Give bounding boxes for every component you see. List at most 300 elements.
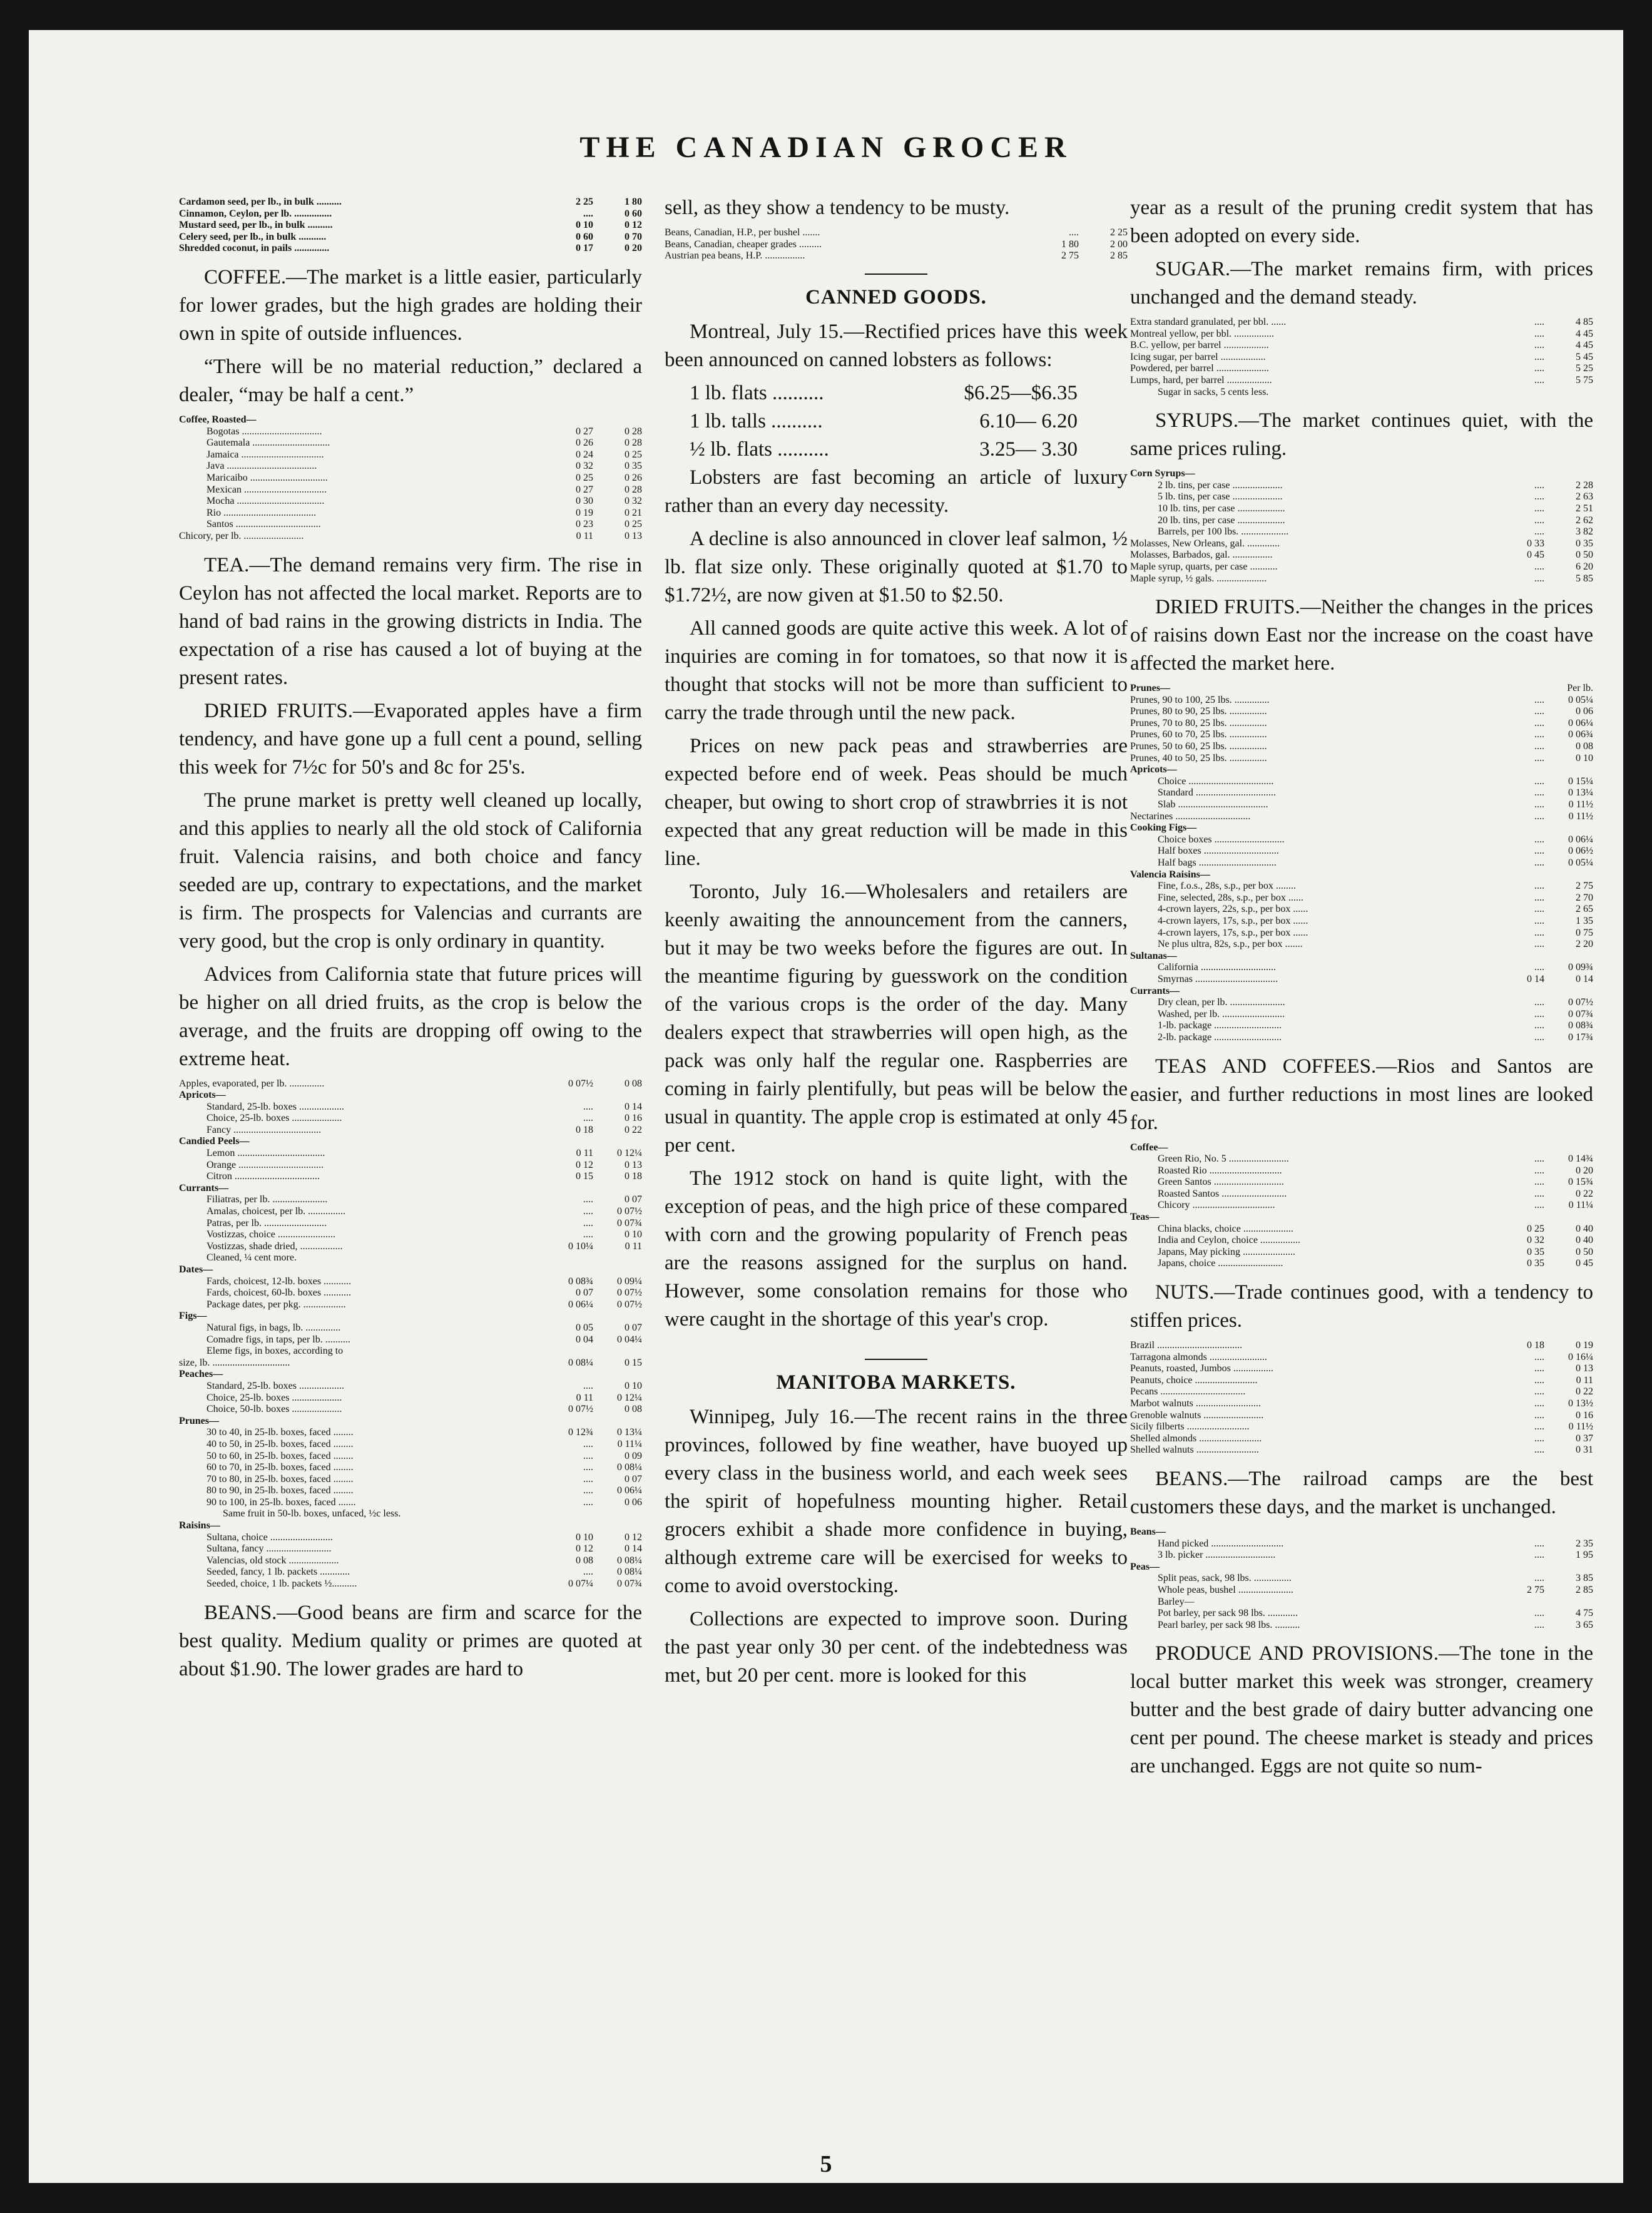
price-row	[179, 1485, 642, 1497]
price-row	[179, 496, 642, 508]
item-label: Valencia Raisins—	[1130, 869, 1210, 880]
price-value: ....	[583, 1217, 593, 1229]
price-value: ....	[1534, 479, 1544, 491]
price-value: 2 65	[1576, 904, 1593, 915]
price-row	[179, 508, 642, 519]
price-row	[1130, 881, 1593, 892]
price-value	[544, 1136, 593, 1148]
price-row	[1130, 1597, 1593, 1608]
price-row	[1130, 1212, 1593, 1224]
price-value: 0 07½	[617, 1206, 642, 1217]
item-label: Choice ..................................	[1158, 775, 1274, 787]
item-label: Fards, choicest, 60-lb. boxes ...........	[206, 1287, 352, 1299]
price-value: 0 09¾	[1568, 962, 1593, 973]
item-label: 90 to 100, in 25-lb. boxes, faced .......	[206, 1496, 356, 1508]
price-row	[1130, 939, 1593, 951]
item-label: Sicily filberts .........................	[1130, 1421, 1250, 1433]
price-value	[544, 1264, 593, 1276]
price-value: 0 08¾	[568, 1275, 593, 1287]
item-label: Fine, selected, 28s, s.p., per box ......	[1158, 892, 1303, 903]
price-row	[1130, 1165, 1593, 1177]
item-label: Shelled almonds .........................	[1130, 1433, 1262, 1444]
item-label: California ..............................	[1158, 962, 1276, 973]
price-row	[1130, 974, 1593, 986]
price-value: 0 12¾	[568, 1427, 593, 1438]
item-label: Sugar in sacks, 5 cents less.	[1158, 386, 1269, 397]
item-label: Jamaica .................................	[206, 449, 324, 460]
price-row	[1130, 375, 1593, 387]
price-value: 0 20	[1576, 1165, 1593, 1176]
price-value	[593, 1136, 642, 1148]
price-value: 0 12¼	[617, 1148, 642, 1159]
price-value: ....	[1534, 799, 1544, 810]
price-row	[1130, 491, 1593, 503]
price-value: 0 07½	[1568, 997, 1593, 1008]
price-value: ....	[1534, 1386, 1544, 1398]
price-row	[179, 1566, 642, 1578]
price-value: ....	[1534, 962, 1544, 973]
price-value	[1496, 1212, 1544, 1224]
price-row	[1130, 753, 1593, 765]
price-value: 5 25	[1576, 363, 1593, 374]
item-label: Tarragona almonds .......................	[1130, 1351, 1267, 1362]
item-label: 80 to 90, in 25-lb. boxes, faced ........	[206, 1485, 354, 1496]
price-value: 1 35	[1576, 915, 1593, 926]
price-value: 5 85	[1576, 573, 1593, 584]
spices-price-table	[179, 197, 642, 255]
price-row	[1130, 857, 1593, 869]
price-row	[665, 250, 1128, 262]
item-label: Same fruit in 50-lb. boxes, unfaced, ½c less.	[223, 1508, 401, 1520]
beans-paragraph: BEANS.—Good beans are firm and scarce for the best quality. Medium quality or primes are quoted at about $1.90. The lower grades are hard to	[179, 1601, 642, 1680]
item-label: Coffee, Roasted—	[179, 414, 257, 425]
price-row	[179, 1416, 642, 1428]
price-value: 0 13	[625, 1159, 642, 1170]
price-value	[593, 1346, 642, 1357]
item-label: Apples, evaporated, per lb. ..............	[179, 1078, 325, 1089]
price-value: 0 10	[1576, 752, 1593, 764]
price-row	[179, 1241, 642, 1253]
prune-market-paragraph: The prune market is pretty well cleaned up locally, and this applies to nearly all the old stock of California fruit. Valencia raisins, and both choice and fancy seeded are up, contrary to expectations, and the market is firm. The prospects for Valencias and currants are very good, but the crop is only ordinary in quantity.	[179, 789, 642, 953]
item-label: Fards, choicest, 12-lb. boxes ...........	[206, 1275, 352, 1287]
price-value: ....	[1534, 1363, 1544, 1374]
price-value: ....	[583, 1566, 593, 1578]
price-row	[1130, 1363, 1593, 1375]
lobster-price-row	[690, 379, 1078, 407]
price-row	[1130, 997, 1593, 1009]
price-value: ....	[1534, 717, 1544, 728]
price-row	[1130, 892, 1593, 904]
syrups-price-table	[1130, 468, 1593, 585]
beans-peas-price-table	[1130, 1526, 1593, 1631]
item-label: Orange ..................................	[206, 1159, 324, 1170]
item-label: Extra standard granulated, per bbl. ......	[1130, 317, 1287, 327]
price-value: 0 04	[576, 1334, 593, 1345]
price-value: ....	[1534, 1008, 1544, 1020]
price-value: 2 62	[1576, 514, 1593, 526]
price-value: 4 85	[1576, 317, 1593, 327]
price-value: 0 06½	[1568, 846, 1593, 857]
item-label: Beans—	[1130, 1526, 1166, 1537]
section-divider	[865, 1359, 927, 1360]
price-row	[179, 1194, 642, 1206]
price-value: 0 45	[1527, 549, 1544, 561]
price-row	[179, 1125, 642, 1137]
price-value: 0 08	[625, 1404, 642, 1415]
item-label: Washed, per lb. .........................	[1158, 1008, 1285, 1020]
price-value: 0 15¼	[1568, 775, 1593, 787]
price-value	[1544, 951, 1593, 963]
item-label: Prunes, 90 to 100, 25 lbs. ..............	[1130, 694, 1270, 705]
lobster-price-row	[690, 407, 1078, 436]
price-value: 4 45	[1576, 328, 1593, 339]
price-row	[1130, 718, 1593, 730]
item-label: Package dates, per pkg. .................	[206, 1299, 346, 1310]
price-value: 0 08¼	[568, 1357, 593, 1368]
item-label: Molasses, New Orleans, gal. .............	[1130, 538, 1280, 549]
price-value: 0 13¼	[1568, 787, 1593, 799]
item-label: Candied Peels—	[179, 1136, 250, 1147]
item-label: Figs—	[179, 1311, 207, 1322]
price-row	[179, 1346, 642, 1357]
item-label: Marbot walnuts ..........................	[1130, 1398, 1261, 1409]
stock-1912-paragraph: The 1912 stock on hand is quite light, with the exception of peas, and the high price of these compared with corn and the growing popularity of French peas are the reasons assigned for the surplus on hand. However, some consolation remains for those who were caught in the shortage of this year's crop.	[665, 1167, 1128, 1331]
item-label: Seeded, choice, 1 lb. packets ½..........	[206, 1578, 357, 1590]
credit-continued-paragraph: year as a result of the pruning credit system that has been adopted on every side.	[1130, 197, 1593, 247]
item-label: 10 lb. tins, per case ...................	[1158, 503, 1285, 514]
price-row	[179, 1078, 642, 1090]
item-label: Natural figs, in bags, lb. ..............	[206, 1322, 341, 1333]
price-value: ....	[1534, 1351, 1544, 1362]
beans-price-table	[665, 227, 1128, 262]
price-value: 0 06¼	[1568, 834, 1593, 845]
price-row	[1130, 468, 1593, 480]
price-value: ....	[1534, 1550, 1544, 1561]
item-label: Peanuts, choice .........................	[1130, 1374, 1258, 1386]
teas-coffees-paragraph: TEAS AND COFFEES.—Rios and Santos are easier, and further reductions in most lines are looked for.	[1130, 1055, 1593, 1134]
price-row	[1130, 1561, 1593, 1573]
price-row	[1130, 1224, 1593, 1235]
price-value: 0 16	[1576, 1409, 1593, 1421]
price-value: ....	[583, 1194, 593, 1205]
price-value: 0 22	[1576, 1188, 1593, 1199]
price-row	[1130, 729, 1593, 741]
price-row	[179, 1252, 642, 1264]
item-label: Patras, per lb. .........................	[206, 1217, 327, 1229]
price-value: ....	[583, 1473, 593, 1485]
price-row	[1130, 480, 1593, 492]
item-label: Pot barley, per sack 98 lbs. ............	[1158, 1608, 1298, 1619]
item-label: Choice, 25-lb. boxes ....................	[206, 1113, 342, 1124]
price-row	[1130, 352, 1593, 364]
price-value: ....	[1534, 1200, 1544, 1211]
price-row	[665, 239, 1128, 251]
item-label: ½ lb. flats ..........	[690, 437, 829, 461]
item-label: Sultanas—	[1130, 950, 1177, 961]
item-label: Eleme figs, in boxes, according to	[206, 1346, 344, 1357]
price-value: 0 35	[625, 461, 642, 472]
price-value: 0 18	[625, 1171, 642, 1182]
price-value: 0 17¾	[1568, 1031, 1593, 1043]
price-value: 0 25	[1527, 1223, 1544, 1234]
price-row	[179, 1264, 642, 1276]
price-row	[1130, 1410, 1593, 1422]
price-value: 1 80	[1061, 238, 1079, 250]
item-label: 1 lb. talls ..........	[690, 409, 823, 432]
price-row	[1130, 1340, 1593, 1352]
price-row	[1130, 1188, 1593, 1200]
price-row	[1130, 741, 1593, 753]
price-value: 2 75	[1527, 1584, 1544, 1595]
price-value: ....	[1534, 526, 1544, 538]
price-value: 1 80	[625, 197, 642, 207]
price-row	[1130, 764, 1593, 776]
price-row	[1130, 340, 1593, 352]
price-value: 0 14	[625, 1101, 642, 1112]
price-value: 0 08¼	[617, 1555, 642, 1566]
price-row	[1130, 706, 1593, 718]
price-value: 0 07½	[617, 1299, 642, 1310]
item-label: Prunes, 70 to 80, 25 lbs. ...............	[1130, 717, 1267, 728]
price-row	[1130, 776, 1593, 788]
price-value: ....	[1534, 1409, 1544, 1421]
item-label: Gautemala ...............................	[206, 437, 330, 449]
item-label: Corn Syrups—	[1130, 468, 1195, 479]
price-row	[1130, 526, 1593, 538]
price-value: 0 08	[576, 1555, 593, 1566]
price-value: ....	[1534, 1165, 1544, 1176]
item-label: Maple syrup, quarts, per case ...........	[1130, 561, 1278, 572]
price-value: ....	[1534, 810, 1544, 822]
item-label: Currants—	[1130, 985, 1180, 996]
price-value: 1 95	[1576, 1550, 1593, 1561]
item-label: Barrels, per 100 lbs. ...................	[1158, 526, 1289, 538]
price-value	[544, 1090, 593, 1101]
collections-paragraph: Collections are expected to improve soon. During the past year only 30 per cent. of the indebtedness was met, but 20 per cent. more is looked for this	[665, 1607, 1128, 1687]
price-value: 0 14¾	[1568, 1153, 1593, 1165]
item-label: size, lb. ...............................	[179, 1357, 290, 1368]
price-value	[1496, 986, 1544, 998]
item-label: Mustard seed, per lb., in bulk ..........	[179, 220, 333, 231]
column-right	[1130, 194, 1593, 1786]
item-label: Standard, 25-lb. boxes ..................	[206, 1101, 344, 1112]
item-label: Cooking Figs—	[1130, 822, 1197, 834]
price-value: ....	[583, 1101, 593, 1112]
price-row	[179, 437, 642, 449]
price-value: ....	[1534, 1153, 1544, 1165]
price-value: 2 85	[1110, 250, 1128, 262]
price-value: 0 14	[1576, 973, 1593, 984]
price-value: 0 13½	[1568, 1398, 1593, 1409]
price-value: 0 11	[576, 1392, 593, 1403]
price-row	[1130, 1352, 1593, 1364]
item-label: Montreal yellow, per bbl. ................	[1130, 328, 1275, 339]
price-value: 5 75	[1576, 374, 1593, 386]
price-row	[179, 449, 642, 461]
item-label: Currants—	[179, 1182, 229, 1193]
item-label: Whole peas, bushel ......................	[1158, 1584, 1293, 1595]
beans-manitoba-paragraph: BEANS.—The railroad camps are the best customers these days, and the market is unchanged.	[1130, 1467, 1593, 1518]
price-value: 0 20	[625, 243, 642, 254]
price-value: 0 07½	[568, 1078, 593, 1089]
item-label: India and Ceylon, choice ................	[1158, 1235, 1300, 1246]
price-value	[1496, 1597, 1544, 1608]
price-value: ....	[1534, 834, 1544, 845]
price-value	[1496, 951, 1544, 963]
price-value: ....	[1534, 351, 1544, 362]
price-row	[1130, 1573, 1593, 1585]
price-row	[179, 1462, 642, 1474]
item-label: 4-crown layers, 22s, s.p., per box ......	[1158, 904, 1308, 915]
price-value: 0 07	[625, 1473, 642, 1485]
produce-paragraph: PRODUCE AND PROVISIONS.—The tone in the local butter market this week was stronger, creamery butter and the best grade of dairy butter advancing one cent per pound. The cheese market is steady and prices are unchanged. Eggs are not quite so num-	[1130, 1642, 1593, 1778]
item-label: Green Rio, No. 5 ........................	[1158, 1153, 1289, 1165]
price-value	[1544, 468, 1593, 480]
price-row	[179, 208, 642, 220]
item-label: Prunes—	[179, 1415, 219, 1426]
price-value: 0 22	[625, 1124, 642, 1135]
price-row	[179, 1090, 642, 1101]
item-label: Hand picked .............................	[1158, 1538, 1284, 1549]
price-value: ....	[1534, 374, 1544, 386]
item-label: Prunes—	[1130, 683, 1170, 694]
price-value: ....	[583, 1113, 593, 1124]
price-value	[1544, 869, 1593, 881]
price-value	[544, 1311, 593, 1322]
item-label: 2-lb. package ...........................	[1158, 1031, 1282, 1043]
item-label: Raisins—	[179, 1520, 220, 1531]
price-value: ....	[583, 1496, 593, 1508]
syrups-paragraph: SYRUPS.—The market continues quiet, with the same prices ruling.	[1130, 409, 1593, 461]
price-value: 0 15	[625, 1357, 642, 1368]
item-label: B.C. yellow, per barrel ..................	[1130, 340, 1269, 351]
price-row	[179, 519, 642, 531]
price-row	[1130, 799, 1593, 811]
price-value: ....	[1534, 1177, 1544, 1188]
price-value	[544, 1508, 593, 1520]
item-label: Sultana, fancy ..........................	[206, 1543, 332, 1555]
price-value	[1544, 822, 1593, 834]
price-value: 0 10	[576, 1531, 593, 1543]
price-value: 0 11½	[1568, 1421, 1593, 1433]
item-label: Prunes, 50 to 60, 25 lbs. ...............	[1130, 741, 1267, 752]
price-row	[1130, 503, 1593, 515]
price-value: 2 63	[1576, 491, 1593, 503]
price-value	[1496, 1561, 1544, 1573]
item-label: 1 lb. flats ..........	[690, 381, 824, 404]
item-label: Shelled walnuts .........................	[1130, 1444, 1259, 1456]
price-value: 0 26	[625, 472, 642, 483]
price-row	[1130, 1142, 1593, 1154]
price-row	[179, 473, 642, 484]
price-value: 0 27	[576, 426, 593, 437]
price-row	[1130, 1375, 1593, 1387]
item-label: Apricots—	[179, 1090, 226, 1101]
price-value: 0 04¼	[617, 1334, 642, 1345]
price-row	[179, 232, 642, 243]
item-label: 2 lb. tins, per case ....................	[1158, 479, 1283, 491]
price-row	[1130, 1200, 1593, 1212]
page-number: 5	[820, 2151, 832, 2177]
nuts-price-table	[1130, 1340, 1593, 1456]
california-advices-paragraph: Advices from California state that future prices will be higher on all dried fruits, as the crop is below the average, and the fruits are dropping off owing to the extreme heat.	[179, 963, 642, 1070]
canned-active-paragraph: All canned goods are quite active this week. A lot of inquiries are coming in for tomatoes, so that now it is thought that stocks will not be more than sufficient to carry the trade through until the new pack.	[665, 616, 1128, 724]
price-value: ....	[1534, 1188, 1544, 1199]
item-label: Teas—	[1130, 1212, 1160, 1223]
price-value: 0 14	[625, 1543, 642, 1555]
item-label: Coffee—	[1130, 1142, 1168, 1153]
price-row	[179, 1543, 642, 1555]
price-row	[179, 1136, 642, 1148]
item-label: Lemon ...................................	[206, 1148, 325, 1159]
item-label: 1-lb. package ...........................	[1158, 1020, 1282, 1031]
price-value	[593, 1183, 642, 1195]
price-row	[179, 1311, 642, 1322]
price-value	[1544, 387, 1593, 399]
price-value: ....	[1534, 904, 1544, 915]
price-value: 0 13	[1576, 1363, 1593, 1374]
item-label: Half bags ...............................	[1158, 857, 1277, 868]
price-value: 0 11¼	[617, 1438, 642, 1449]
newspaper-page	[29, 30, 1623, 2183]
item-label: Shredded coconut, in pails ..............	[179, 243, 330, 254]
price-row	[179, 1171, 642, 1183]
price-value: 2 75	[1576, 881, 1593, 892]
price-value: 0 15¾	[1568, 1177, 1593, 1188]
price-row	[179, 1439, 642, 1451]
price-value	[1496, 1142, 1544, 1154]
price-value: Per lb.	[1567, 683, 1593, 694]
price-value: 0 26	[576, 437, 593, 449]
price-row	[1130, 1585, 1593, 1597]
price-value: ....	[1534, 491, 1544, 503]
price-value: ....	[583, 1485, 593, 1496]
price-value: 0 06¼	[617, 1485, 642, 1496]
price-value: 2 85	[1576, 1584, 1593, 1595]
price-row	[179, 1404, 642, 1416]
price-value	[593, 414, 642, 426]
coffee-quote-paragraph: “There will be no material reduction,” declared a dealer, “may be half a cent.”	[179, 355, 642, 406]
price-value: 0 25	[576, 472, 593, 483]
coffee-paragraph: COFFEE.—The market is a little easier, particularly for lower grades, but the high grades are holding their own in spite of outside influences.	[179, 265, 642, 345]
price-value: 0 05	[576, 1322, 593, 1333]
item-label: Peanuts, roasted, Jumbos ................	[1130, 1363, 1273, 1374]
price-value: ....	[1534, 915, 1544, 926]
price-value: 0 25	[625, 449, 642, 460]
price-value: 0 08¼	[617, 1566, 642, 1578]
lobster-price-list	[665, 379, 1128, 464]
sugar-paragraph: SUGAR.—The market remains firm, with prices unchanged and the demand steady.	[1130, 258, 1593, 309]
item-label: Prunes, 80 to 90, 25 lbs. ...............	[1130, 706, 1267, 717]
price-value: 0 60	[625, 208, 642, 219]
price-value: $6.25—$6.35	[964, 381, 1078, 404]
price-row	[179, 1334, 642, 1346]
price-value: 0 37	[1576, 1433, 1593, 1444]
price-value: ....	[1534, 787, 1544, 799]
price-row	[1130, 1247, 1593, 1259]
item-label: Japans, May picking .....................	[1158, 1246, 1295, 1257]
price-row	[1130, 951, 1593, 963]
price-value: 0 14	[1527, 973, 1544, 984]
item-label: Beans, Canadian, H.P., per bushel .......	[665, 227, 820, 238]
item-label: Pecans ..................................	[1130, 1386, 1246, 1398]
price-row	[1130, 1433, 1593, 1445]
price-value: ....	[1534, 1031, 1544, 1043]
price-value: ....	[1534, 1398, 1544, 1409]
price-value: 0 19	[1576, 1340, 1593, 1351]
item-label: Choice, 25-lb. boxes ....................	[206, 1392, 342, 1403]
price-row	[179, 1218, 642, 1230]
